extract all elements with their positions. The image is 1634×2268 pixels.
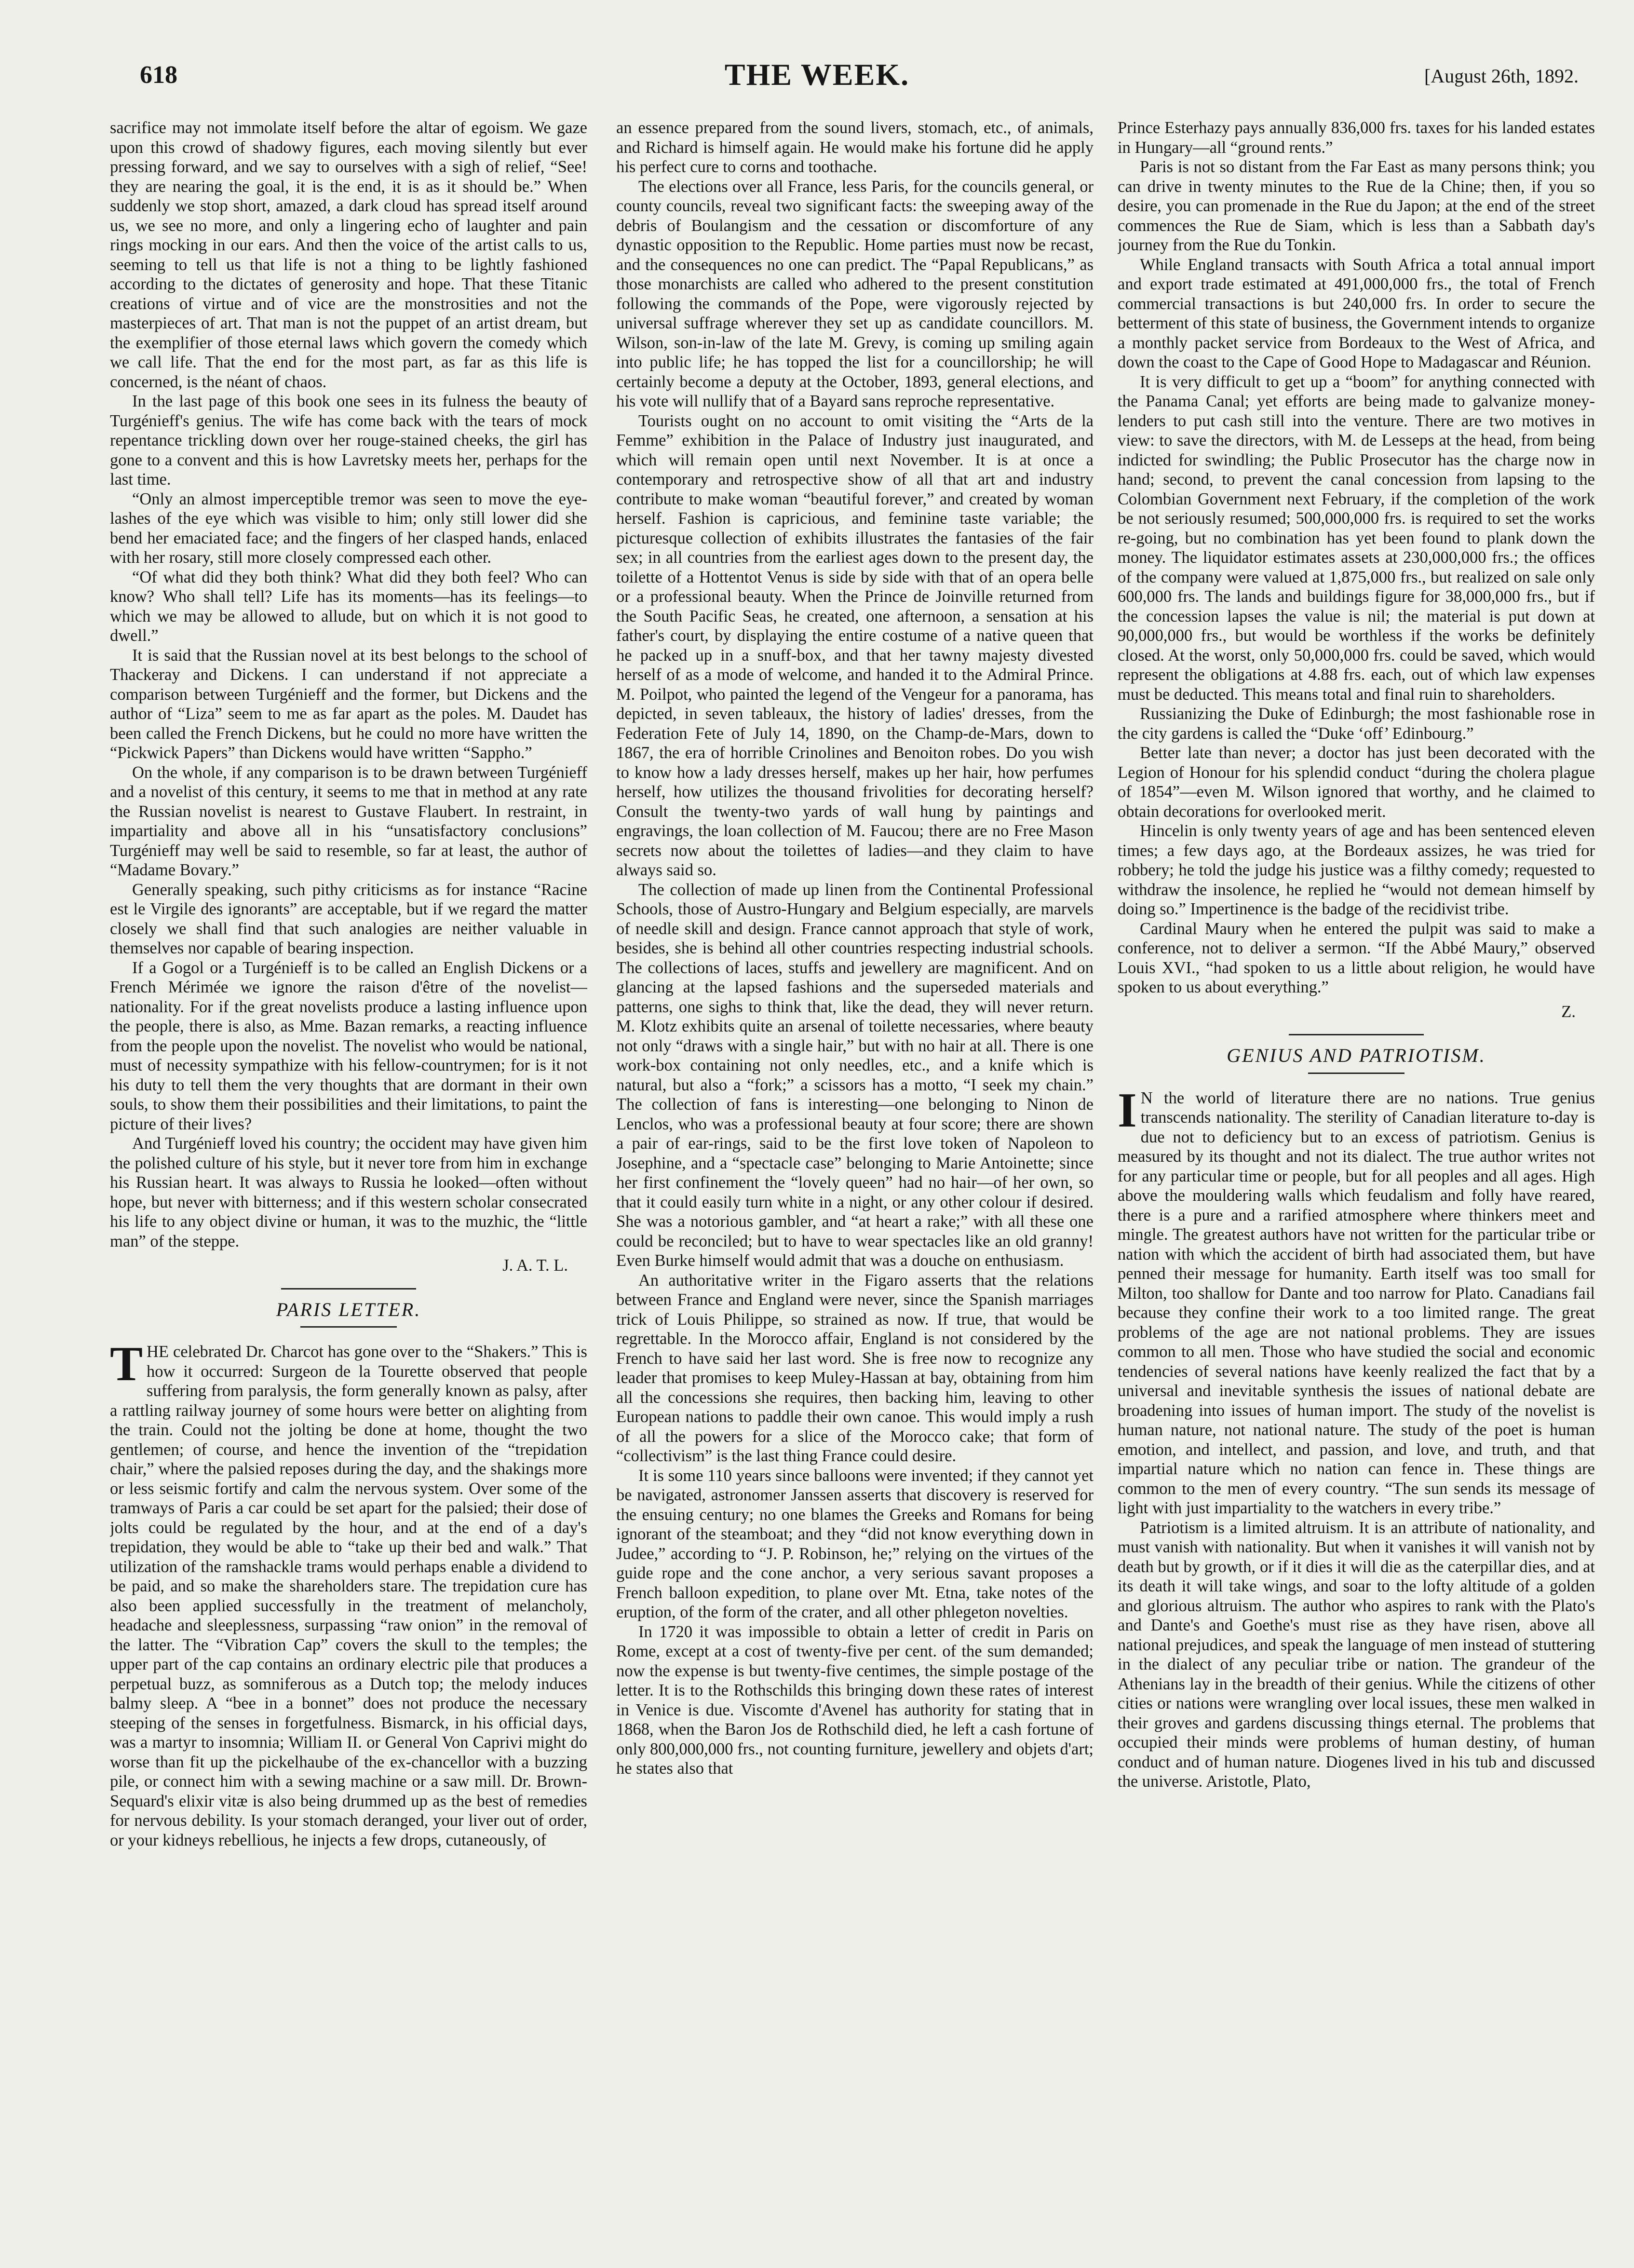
page-number: 618 — [140, 61, 177, 89]
paragraph: While England transacts with South Africa a total annual import and export trade estimated at 491,000,000 frs., the total of French commercial transactions is but 240,000 frs. In order to secure the betterment of this state of business, the Government intends to organize a monthly packet service from Bordeaux to the West of Africa, and down the coast to the Cape of Good Hope to Madagascar and Réunion. — [1118, 255, 1595, 371]
paragraph: Generally speaking, such pithy criticisms as for instance “Racine est le Virgile des ignorants” are acceptable, but if we regard the matter closely we shall find that such analogies are neither valuable in themselves nor capable of bearing inspection. — [110, 880, 587, 957]
paragraph: Paris is not so distant from the Far East as many persons think; you can drive in twenty minutes to the Rue de la Chine; then, if you so desire, you can promenade in the Rue du Japon; at the end of the street commences the Rue de Siam, which is less than a Sabbath day's journey from the Rue du Tonkin. — [1118, 158, 1595, 254]
section-divider — [300, 1326, 397, 1328]
paragraph: “Only an almost imperceptible tremor was seen to move the eye-lashes of the eye which was visible to him; only still lower did she bend her emaciated face; and the fingers of her clasped hands, enlaced with her rosary, still more closely compressed each other. — [110, 489, 587, 567]
section-divider — [1289, 1034, 1424, 1035]
drop-cap: T — [110, 1337, 143, 1391]
paragraph: Patriotism is a limited altruism. It is an attribute of nationality, and must vanish with nationality. But when it vanishes it will vanish not by death but by growth, or if it dies it will die as the caterpillar dies, and at its death it will take wings, and soar to the lofty altitude of a golden and glorious altruism. The author who aspires to rank with the Plato's and Dante's and Goethe's must rise as they have risen, above all national prejudices, and speak the language of men instead of stuttering in the dialect of any peculiar tribe or nation. The grandeur of the Athenians lay in the breadth of their genius. While the citizens of other cities or nations were wrangling over local issues, these men walked in their groves and gardens discussing things eternal. The problems that occupied their minds were problems of human destiny, of human conduct and of human nature. Diogenes lived in his tub and discussed the universe. Aristotle, Plato, — [1118, 1518, 1595, 1791]
paragraph: “Of what did they both think? What did they both feel? Who can know? Who shall tell? Life has its moments—has its feelings—to which we may be allowed to allude, but on which it is not good to dwell.” — [110, 568, 587, 645]
author-signature: J. A. T. L. — [502, 1256, 568, 1275]
page-header — [0, 57, 1634, 95]
author-signature: Z. — [1561, 1002, 1576, 1021]
section-divider — [281, 1288, 416, 1290]
issue-date: [August 26th, 1892. — [1424, 65, 1579, 87]
paragraph-text: celebrated Dr. Charcot has gone over to the “Shakers.” This is how it occurred: Surgeon de la Tourette observed that people suffering from paralysis, the form generally known as palsy, after a rattling railway journey of some hours were better on alighting from the train. Could not the jolting be done at home, thought the two gentlemen; of course, and hence the invention of the “trepidation chair,” where the palsied reposes during the day, and the shakings more or less seismic fortify and calm the nervous system. Over some of the tramways of Paris a car could be set apart for the palsied; their dose of jolts could be regulated by the hour, and at the end of a day's trepidation, they would be able to “take up their bed and walk.” That utilization of the ramshackle trams would perhaps enable a dividend to be paid, and so make the shareholders stare. The trepidation cure has also been applied successfully in the treatment of melancholy, headache and sleeplessness, surpassing “raw onion” in the removal of the latter. The “Vibration Cap” covers the skull to the temples; the upper part of the cap contains an ordinary electric pile that produces a perpetual buzz, as somniferous as a Dutch top; the melody induces balmy sleep. A “bee in a bonnet” does not produce the necessary steeping of the senses in forgetfulness. Bismarck, in his official days, was a martyr to insomnia; William II. or General Von Caprivi might do worse than fit up the pickelhaube of the ex-chancellor with a buzzing pile, or connect him with a sewing machine or a saw mill. Dr. Brown-Sequard's elixir vitæ is also being drummed up as the best of remedies for nervous debility. Is your stomach deranged, your liver out of order, or your kidneys rebellious, he injects a few drops, cutaneously, of — [110, 1343, 587, 1849]
paragraph: And Turgénieff loved his country; the occident may have given him the polished culture of his style, but it never tore from him in exchange his Russian heart. It was always to Russia he looked—often without hope, but never with bitterness; and if this western scholar consecrated his life to any object divine or human, it was to the muzhic, the “little man” of the steppe. — [110, 1134, 587, 1250]
paragraph: Russianizing the Duke of Edinburgh; the most fashionable rose in the city gardens is called the “Duke ‘off’ Edinbourg.” — [1118, 705, 1595, 743]
section-divider — [1308, 1073, 1404, 1074]
paragraph: The elections over all France, less Paris, for the councils general, or county councils, reveal two significant facts: the sweeping away of the debris of Boulangism and the cessation or discomforture of any dynastic opposition to the Republic. Home parties must now be recast, and the consequences no one can predict. The “Papal Republicans,” as those monarchists are called who adhered to the present constitution following the commands of the Pope, were vigorously rejected by universal suffrage wherever they set up as candidate councillors. M. Wilson, son-in-law of the late M. Grevy, is coming up smiling again into public life; he has topped the list for a councillorship; he will certainly become a deputy at the October, 1893, general elections, and his vote will nullify that of a Bayard sans reproche representative. — [616, 177, 1094, 410]
lead-word: HE — [147, 1343, 169, 1361]
paragraph: An authoritative writer in the Figaro asserts that the relations between France and England were never, since the Spanish marriages trick of Louis Philippe, so strained as now. If true, that would be regrettable. In the Morocco affair, England is not considered by the French to have said her last word. She is free now to recognize any leader that promises to keep Muley-Hassan at bay, obtaining from him all the concessions she requires, then backing him, leaving to other European nations to paddle their own canoe. This would imply a rush of all the powers for a slice of the Morocco cake; that form of “collectivism” is the last thing France could desire. — [616, 1271, 1094, 1465]
paragraph: Prince Esterhazy pays annually 836,000 frs. taxes for his landed estates in Hungary—all “ground rents.” — [1118, 119, 1595, 157]
paragraph: It is said that the Russian novel at its best belongs to the school of Thackeray and Dickens. I can understand if not appreciate a comparison between Turgénieff and the former, but Dickens and the author of “Liza” seem to me as far apart as the poles. M. Daudet has been called the French Dickens, but he could no more have written the “Pickwick Papers” than Dickens would have written “Sappho.” — [110, 646, 587, 762]
column-3 — [1118, 118, 1595, 2240]
publication-title: THE WEEK. — [724, 57, 910, 92]
paragraph: If a Gogol or a Turgénieff is to be called an English Dickens or a French Mérimée we ignore the raison d'être of the novelist—nationality. For if the great novelists produce a lasting influence upon the people, there is also, as Mme. Bazan remarks, a reacting influence from the people upon the novelist. The novelist who would be national, must of necessity sympathize with his fellow-countrymen; for is it not his duty to tell them the very thoughts that are dormant in their own souls, to show them their possibilities and their limitations, to paint the picture of their lives? — [110, 958, 587, 1133]
paragraph: Hincelin is only twenty years of age and has been sentenced eleven times; a few days ago, at the Bordeaux assizes, he was tried for robbery; he told the judge his justice was a filthy comedy; requested to withdraw the insolence, he replied he “would not demean himself by doing so.” Impertinence is the badge of the recidivist tribe. — [1118, 822, 1595, 918]
paragraph — [110, 1337, 587, 1850]
column-2 — [616, 118, 1094, 2240]
paragraph — [1118, 1083, 1595, 1518]
section-title-genius-and-patriotism: GENIUS AND PATRIOTISM. — [1227, 1045, 1486, 1066]
paragraph: Tourists ought on no account to omit visiting the “Arts de la Femme” exhibition in the Palace of Industry just inaugurated, and which will remain open until next November. It is at once a contemporary and retrospective show of all that art and industry contribute to make woman “beautiful forever,” and created by woman herself. Fashion is capricious, and feminine taste variable; the picturesque collection of exhibits illustrates the fantasies of the fair sex; in all countries from the earliest ages down to the present day, the toilette of a Hottentot Venus is side by side with that of an opera belle or a professional beauty. When the Prince de Joinville returned from the South Pacific Seas, he created, one afternoon, a sensation at his father's court, by displaying the entire costume of a native queen that he packed up in a snuff-box, and that her tawny majesty divested herself of as a mode of welcome, and handed it to the Admiral Prince. M. Poilpot, who painted the legend of the Vengeur for a panorama, has depicted, in seven tableaux, the history of ladies' dresses, from the Federation Fete of July 14, 1890, on the Champ-de-Mars, down to 1867, the era of horrible Crinolines and Benoiton robes. Do you wish to know how a lady dresses herself, makes up her hair, how perfumes herself, how utilizes the thousand frivolities for decorating herself? Consult the twenty-two yards of wall hung by paintings and engravings, the loan collection of M. Faucou; there are no Free Mason secrets now about the toilettes of ladies—and they claim to have always said so. — [616, 411, 1094, 879]
paragraph: On the whole, if any comparison is to be drawn between Turgénieff and a novelist of this century, it seems to me that in method at any rate the Russian novelist is nearest to Gustave Flaubert. In restraint, in impartiality and above all in his “unsatisfactory conclusions” Turgénieff may well be said to resemble, so far at least, the author of “Madame Bovary.” — [110, 763, 587, 879]
paragraph: In the last page of this book one sees in its fulness the beauty of Turgénieff's genius. The wife has come back with the tears of mock repentance trickling down over her rouge-stained cheeks, the girl has gone to a convent and this is how Lavretsky meets her, perhaps for the last time. — [110, 392, 587, 489]
paragraph: sacrifice may not immolate itself before the altar of egoism. We gaze upon this crowd of shadowy figures, each moving silently but ever pressing forward, and we say to ourselves with a sigh of relief, “See! they are nearing the goal, it is the end, it is as it should be.” When suddenly we stop short, amazed, a dark cloud has spread itself around us, we see no more, and only a lingering echo of laughter and pain rings mocking in our ears. And then the voice of the artist calls to us, seeming to tell us that life is not a thing to be lightly fashioned according to the dictates of generosity and hope. That these Titanic creations of virtue and of vice are the monstrosities and not the masterpieces of art. That man is not the puppet of an artist dream, but the exemplifier of those eternal laws which govern the comedy which we call life. That the end for the most part, as far as this life is concerned, is the néant of chaos. — [110, 119, 587, 391]
section-title-paris-letter: PARIS LETTER. — [276, 1298, 421, 1320]
column-1 — [110, 118, 587, 2240]
paragraph: It is some 110 years since balloons were invented; if they cannot yet be navigated, astronomer Janssen asserts that discovery is reserved for the ensuing century; no one blames the Greeks and Romans for being ignorant of the steamboat; and they “did not know everything down in Judee,” according to “J. P. Robinson, he;” relying on the virtues of the guide rope and the cone anchor, a very serious savant proposes a French balloon expedition, to plane over Mt. Etna, take notes of the eruption, of the form of the crater, and all other phlegeton novelties. — [616, 1466, 1094, 1621]
paragraph: an essence prepared from the sound livers, stomach, etc., of animals, and Richard is himself again. He would make his fortune did he apply his perfect cure to corns and toothache. — [616, 119, 1094, 176]
drop-cap: I — [1118, 1083, 1137, 1138]
paragraph: It is very difficult to get up a “boom” for anything connected with the Panama Canal; yet efforts are being made to galvanize money-lenders to put cash still into the venture. There are two motives in view: to save the directors, with M. de Lesseps at the head, from being indicted for swindling; the Public Prosecutor has the charge now in hand; second, to prevent the canal concession from lapsing to the Colombian Government next February, if the completion of the work be not seriously resumed; 500,000,000 frs. is required to set the works re-going, but no combination has yet been found to plank down the money. The liquidator estimates assets at 230,000,000 frs.; the offices of the company were valued at 1,875,000 frs., but realized on sale only 600,000 frs. The lands and buildings figure for 38,000,000 frs., but if the concession lapses the value is nil; the material is put down at 90,000,000 frs., but would be worthless if the works be definitely closed. At the worst, only 50,000,000 frs. could be saved, which would represent the obligations at 4.88 frs. each, out of which law expenses must be deducted. This means total and final ruin to shareholders. — [1118, 372, 1595, 704]
paragraph-text: N the world of literature there are no nations. True genius transcends nationality. The sterility of Canadian literature to-day is due not to deficiency but to an excess of patriotism. Genius is measured by its thought and not its dialect. The true author writes not for any particular time or people, but for all peoples and all ages. High above the mouldering walls which feudalism and folly have reared, there is a pure and a rarified atmosphere where thinkers meet and mingle. The greatest authors have not written for the particular tribe or nation with which the accident of birth had associated them, but have penned their message for humanity. Earth itself was too small for Milton, too shallow for Dante and too narrow for Plato. Canadians fail because they confine their work to a too limited range. The great problems of the age are not national problems. They are issues common to all men. Those who have studied the social and economic tendencies of several nations have keenly realized the fact that by a universal and inevitable synthesis the issues of national debate are broadening into issues of human import. The study of the novelist is human nature, not national nature. The study of the poet is human emotion, and intellect, and passion, and love, and truth, and that impartial nature which no nation can fence in. These things are common to the men of every country. “The sun sends its message of light with just impartiality to the watchers in every tribe.” — [1118, 1088, 1595, 1517]
paragraph: The collection of made up linen from the Continental Professional Schools, those of Austro-Hungary and Belgium especially, are marvels of needle skill and design. France cannot approach that style of work, besides, she is behind all other countries respecting industrial schools. The collections of laces, stuffs and jewellery are magnificent. And on glancing at the lapsed fashions and the superseded materials and patterns, one sighs to think that, like the dead, they will never return. M. Klotz exhibits quite an arsenal of toilette necessaries, where beauty not only “draws with a single hair,” but with no hair at all. There is one work-box containing not only needles, etc., and a knife which is natural, but also a “fork;” a scissors has a motto, “I seek my chain.” The collection of fans is interesting—one belonging to Ninon de Lenclos, who was a professional beauty at four score; there are shown a pair of ear-rings, said to be the first love token of Napoleon to Josephine, and a “spectacle case” belonging to Marie Antoinette; since her first confinement the “lovely queen” had no hair—of her own, so that it could easily turn white in a night, or any other colour if desired. She was a notorious gambler, and “at heart a rake;” with all these one could be reconciled; but to have to wear spectacles like an old granny! Even Burke himself would admit that was a douche on enthusiasm. — [616, 880, 1094, 1270]
paragraph: Cardinal Maury when he entered the pulpit was said to make a conference, not to deliver a sermon. “If the Abbé Maury,” observed Louis XVI., “had spoken to us a little about religion, he would have spoken to us about everything.” — [1118, 919, 1595, 996]
paragraph: Better late than never; a doctor has just been decorated with the Legion of Honour for his splendid conduct “during the cholera plague of 1854”—even M. Wilson ignored that worthy, and he claimed to obtain decorations for overlooked merit. — [1118, 744, 1595, 821]
paragraph: In 1720 it was impossible to obtain a letter of credit in Paris on Rome, except at a cost of twenty-five per cent. of the sum demanded; now the expense is but twenty-five centimes, the simple postage of the letter. It is to the Rothschilds this bringing down these rates of interest in Venice is due. Viscomte d'Avenel has authority for stating that in 1868, when the Baron Jos de Rothschild died, he left a cash fortune of only 800,000,000 frs., not counting furniture, jewellery and objets d'art; he states also that — [616, 1622, 1094, 1778]
